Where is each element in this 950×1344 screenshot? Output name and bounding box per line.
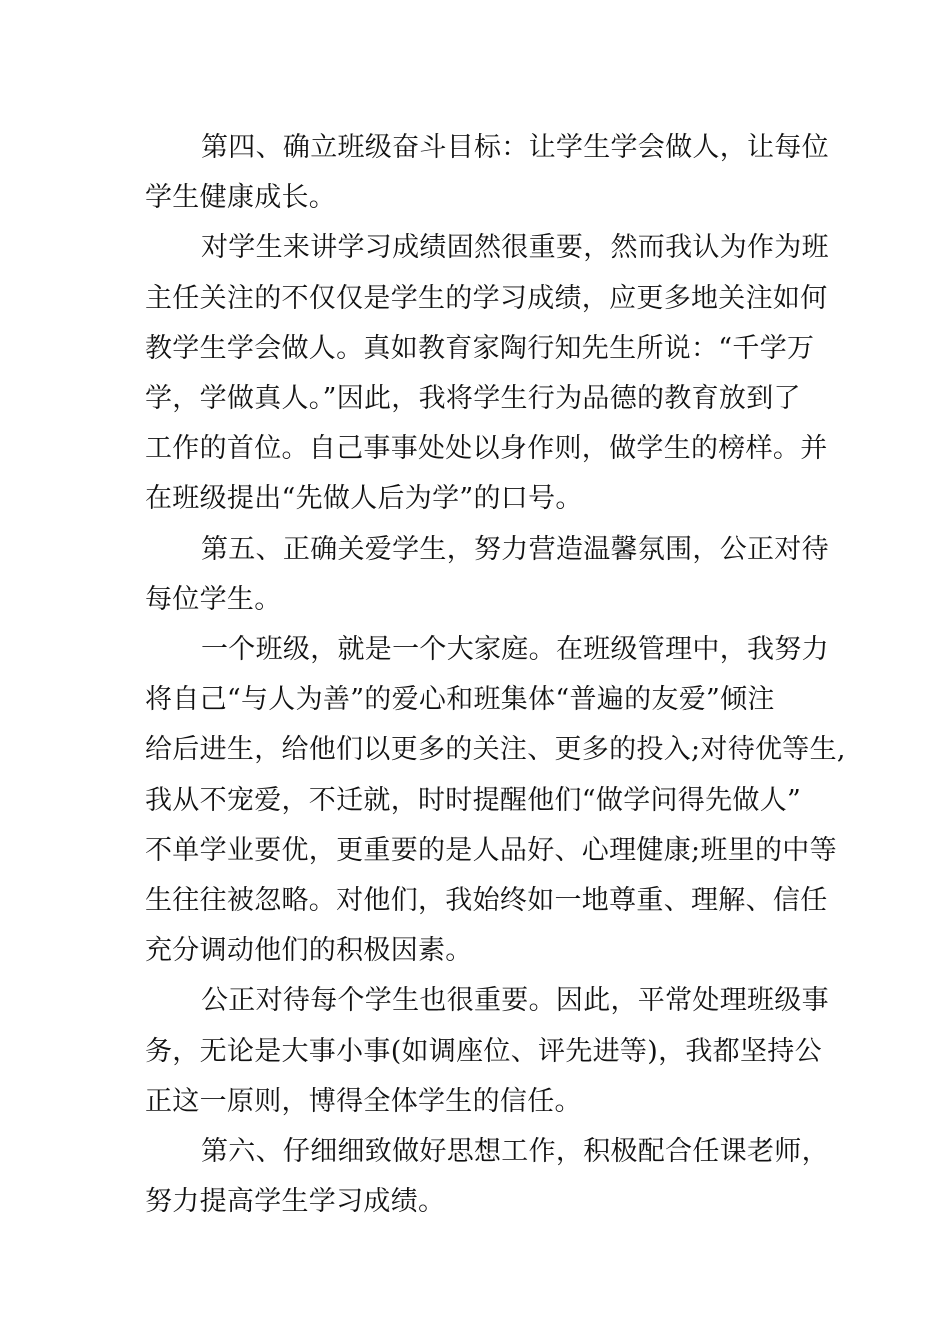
paragraph-line: 工作的首位。自己事事处处以身作则，做学生的榜样。并 xyxy=(145,433,828,465)
paragraph-line: 第五、正确关爱学生，努力营造温馨氛围，公正对待 xyxy=(201,533,829,565)
paragraph-line: 一个班级，就是一个大家庭。在班级管理中，我努力 xyxy=(201,634,829,666)
paragraph-line: 不单学业要优，更重要的是人品好、心理健康;班里的中等 xyxy=(145,834,837,866)
paragraph-line: 充分调动他们的积极因素。 xyxy=(145,935,473,967)
paragraph-line: 主任关注的不仅仅是学生的学习成绩，应更多地关注如何 xyxy=(145,282,828,314)
paragraph-goal-heading xyxy=(145,123,829,223)
paragraph-line: 我从不宠爱，不迁就，时时提醒他们“做学问得先做人” xyxy=(145,784,802,816)
paragraph-behavior-education xyxy=(145,223,829,524)
paragraph-class-family xyxy=(145,625,846,976)
paragraph-fairness xyxy=(145,976,829,1127)
paragraph-line: 学生健康成长。 xyxy=(145,182,337,214)
paragraph-line: 在班级提出“先做人后为学”的口号。 xyxy=(145,483,583,515)
paragraph-line: 正这一原则，博得全体学生的信任。 xyxy=(145,1085,582,1117)
paragraph-line: 学，学做真人。”因此，我将学生行为品德的教育放到了 xyxy=(145,383,801,415)
paragraph-line: 务，无论是大事小事(如调座位、评先进等)，我都坚持公 xyxy=(145,1035,822,1067)
paragraph-line: 公正对待每个学生也很重要。因此，平常处理班级事 xyxy=(201,985,829,1017)
paragraph-line: 给后进生，给他们以更多的关注、更多的投入;对待优等生, xyxy=(145,734,846,766)
paragraph-line: 对学生来讲学习成绩固然很重要，然而我认为作为班 xyxy=(201,232,829,264)
paragraph-ideology-heading xyxy=(145,1127,829,1227)
paragraph-line: 第六、仔细细致做好思想工作，积极配合任课老师， xyxy=(201,1136,829,1168)
paragraph-line: 生往往被忽略。对他们，我始终如一地尊重、理解、信任 xyxy=(145,885,828,917)
paragraph-line: 每位学生。 xyxy=(145,583,282,615)
paragraph-line: 第四、确立班级奋斗目标：让学生学会做人，让每位 xyxy=(201,132,829,163)
paragraph-line: 教学生学会做人。真如教育家陶行知先生所说：“千学万 xyxy=(145,332,815,364)
paragraph-line: 努力提高学生学习成绩。 xyxy=(145,1186,446,1218)
paragraph-care-heading xyxy=(145,525,829,625)
paragraph-line: 将自己“与人为善”的爱心和班集体“普遍的友爱”倾注 xyxy=(145,684,775,716)
document-body xyxy=(145,123,846,1227)
